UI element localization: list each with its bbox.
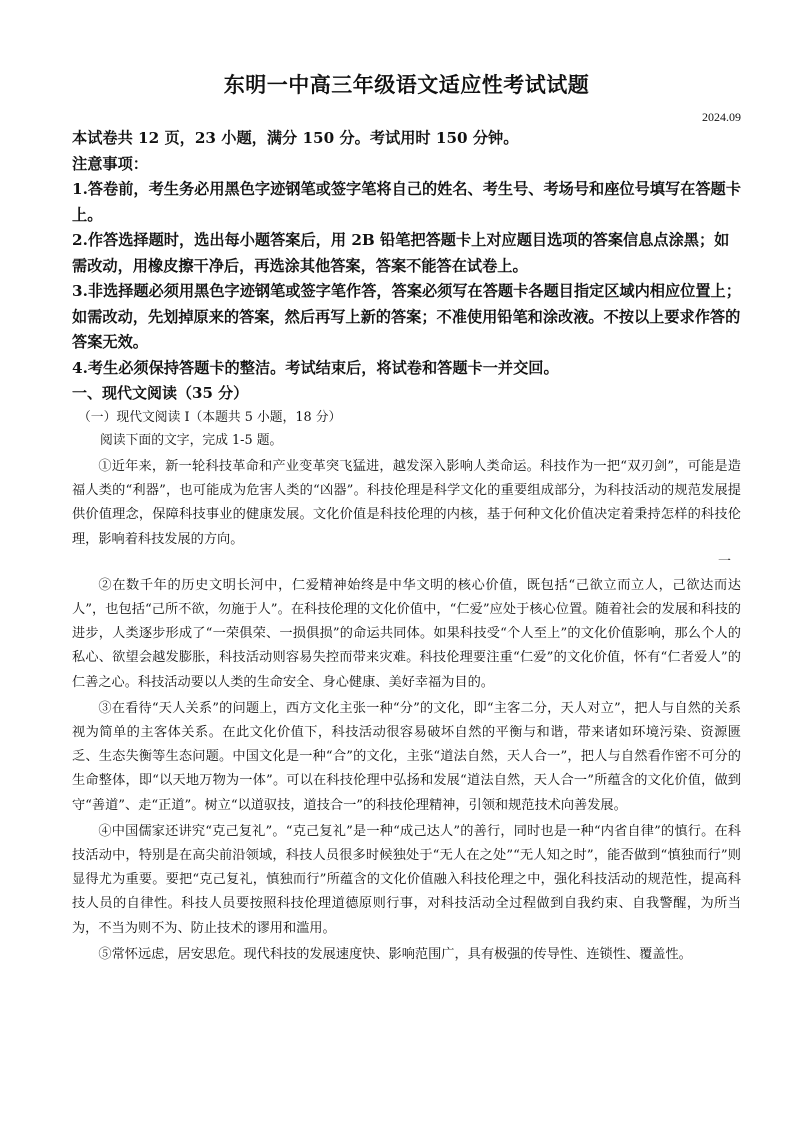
passage-paragraph-4: ④中国儒家还讲究“克己复礼”。“克己复礼”是一种“成己达人”的善行，同时也是一种“内省自律”的慎行。在科技活动中，特别是在高尖前沿领域，科技人员很多时候独处于“无人在之处”“无人知之时”，能否做到“慎独而行”则显得尤为重要。要把“克己复礼，慎独而行”所蕴含的文化价值融入科技伦理之中，强化科技活动的规范性，提高科技人员的自律性。科技人员要按照科技伦理道德原则行事，对科技活动全过程做到自我约束、自我警醒，为所当为，不当为则不为、防止技术的谬用和滥用。 bbox=[72, 823, 741, 936]
reading-instruction: 阅读下面的文字，完成 1-5 题。 bbox=[100, 433, 283, 448]
notice-item-1: 1.答卷前，考生务必用黑色字迹钢笔或签字笔将自己的姓名、考生号、考场号和座位号填写在答题卡上。 bbox=[72, 180, 741, 224]
passage-paragraph-1: ①近年来，新一轮科技革命和产业变革突飞猛进，越发深入影响人类命运。科技作为一把“双刃剑”，可能是造福人类的“利器”，也可能成为危害人类的“凶器”。科技伦理是科学文化的重要组成部分，为科技活动的规范发展提供价值理念，保障科技事业的健康发展。文化价值是科技伦理的内核，基于何种文化价值决定着秉持怎样的科技伦理，影响着科技发展的方向。 bbox=[72, 459, 741, 547]
notice-heading: 注意事项： bbox=[72, 154, 148, 173]
passage-paragraph-3: ③在看待“天人关系”的问题上，西方文化主张一种“分”的文化，即“主客二分，天人对立”，把人与自然的关系视为简单的主客体关系。在此文化价值下，科技活动很容易破坏自然的平衡与和谐，带来诸如环境污染、资源匮乏、生态失衡等生态问题。中国文化是一种“合”的文化，主张“道法自然，天人合一”，把人与自然看作密不可分的生命整体，即“以天地万物为一体”。可以在科技伦理中弘扬和发展“道法自然，天人合一”所蕴含的文化价值，做到守“善道”、走“正道”。树立“以道驭技，道技合一”的科技伦理精神，引领和规范技术向善发展。 bbox=[72, 700, 741, 813]
exam-date: 2024.09 bbox=[702, 110, 741, 124]
page-mark: 一 bbox=[717, 553, 731, 569]
exam-summary: 本试卷共 12 页，23 小题，满分 150 分。考试用时 150 分钟。 bbox=[72, 129, 519, 147]
passage-paragraph-5: ⑤常怀远虑，居安思危。现代科技的发展速度快、影响范围广，具有极强的传导性、连锁性、覆盖性。 bbox=[98, 946, 692, 962]
section-title: 一、现代文阅读（35 分） bbox=[72, 384, 249, 402]
notice-item-2: 2.作答选择题时，选出每小题答案后，用 2B 铅笔把答题卡上对应题目选项的答案信息点涂黑；如需改动，用橡皮擦干净后，再选涂其他答案，答案不能答在试卷上。 bbox=[72, 231, 730, 275]
subsection-title: （一）现代文阅读 I（本题共 5 小题，18 分） bbox=[78, 410, 342, 425]
notice-item-3: 3.非选择题必须用黑色字迹钢笔或签字笔作答，答案必须写在答题卡各题目指定区域内相应位置上；如需改动，先划掉原来的答案，然后再写上新的答案；不准使用铅笔和涂改液。不按以上要求作答的答案无效。 bbox=[72, 282, 741, 351]
exam-title: 东明一中高三年级语文适应性考试试题 bbox=[223, 72, 590, 97]
notice-item-4: 4.考生必须保持答题卡的整洁。考试结束后，将试卷和答题卡一并交回。 bbox=[72, 358, 559, 377]
passage-paragraph-2: ②在数千年的历史文明长河中，仁爱精神始终是中华文明的核心价值，既包括“己欲立而立人，己欲达而达人”，也包括“己所不欲，勿施于人”。在科技伦理的文化价值中，“仁爱”应处于核心位置。随着社会的发展和科技的进步，人类逐步形成了“一荣俱荣、一损俱损”的命运共同体。如果科技受“个人至上”的文化价值影响，那么个人的私心、欲望会越发膨胀，科技活动则容易失控而带来灾难。科技伦理要注重“仁爱”的文化价值，怀有“仁者爱人”的仁善之心。科技活动要以人类的生命安全、身心健康、美好幸福为目的。 bbox=[72, 577, 741, 690]
